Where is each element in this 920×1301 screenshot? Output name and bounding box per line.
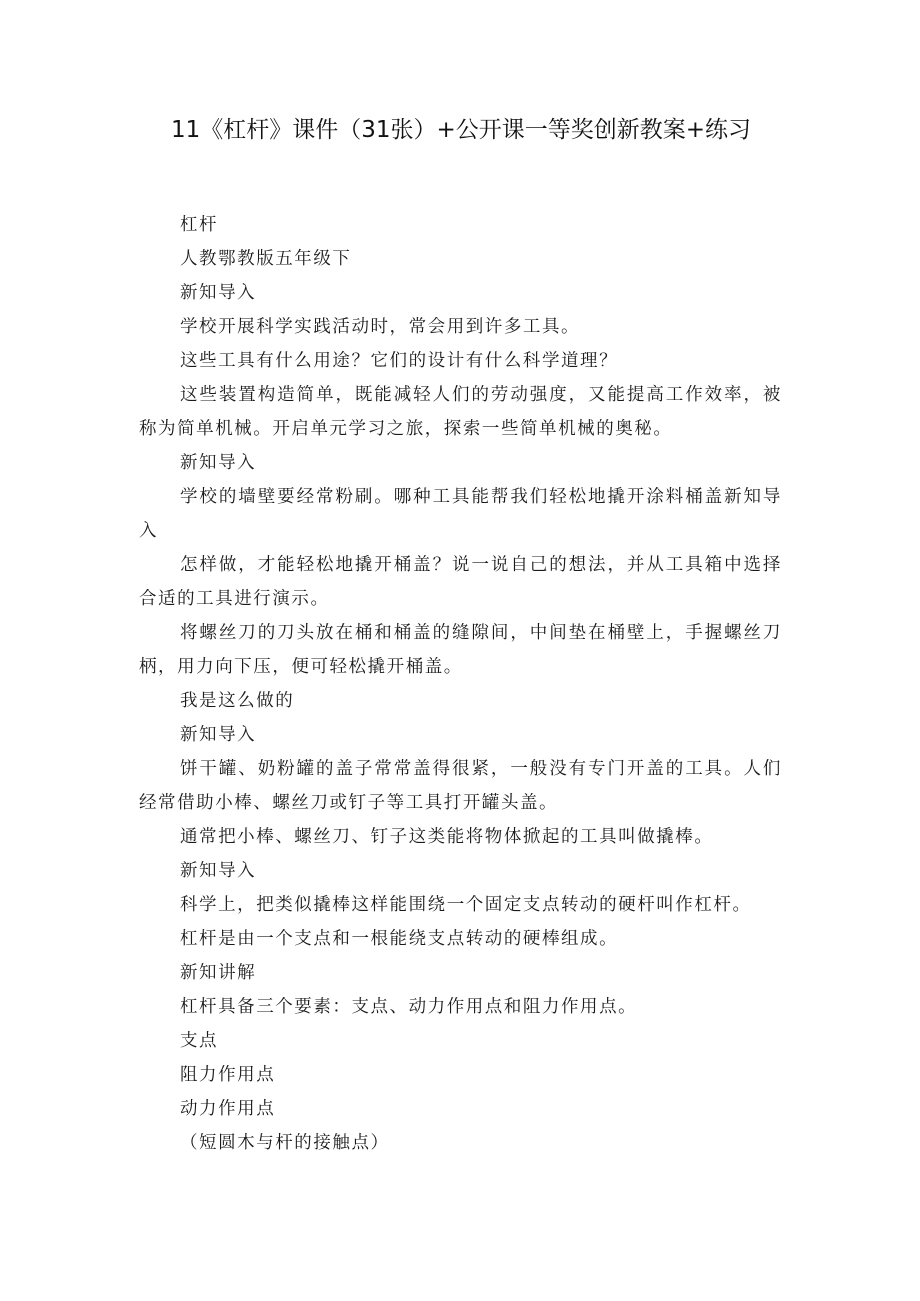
document-body xyxy=(139,208,782,1160)
paragraph: 学校开展科学实践活动时，常会用到许多工具。 xyxy=(180,317,581,337)
paragraph: （短圆木与杆的接触点） xyxy=(180,1133,390,1153)
paragraph: 杠杆具备三个要素：支点、动力作用点和阻力作用点。 xyxy=(180,997,638,1017)
paragraph: 这些工具有什么用途？它们的设计有什么科学道理？ xyxy=(180,351,619,371)
section-heading: 新知导入 xyxy=(180,283,257,303)
paragraph: 科学上，把类似撬棒这样能围绕一个固定支点转动的硬杆叫作杠杆。 xyxy=(180,895,752,915)
section-heading: 新知导入 xyxy=(180,861,257,881)
paragraph: 杠杆 xyxy=(180,215,219,235)
section-heading: 新知讲解 xyxy=(180,963,257,983)
paragraph: 通常把小棒、螺丝刀、钉子这类能将物体掀起的工具叫做撬棒。 xyxy=(180,827,714,847)
paragraph: 我是这么做的 xyxy=(180,691,295,711)
paragraph: 怎样做，才能轻松地撬开桶盖？说一说自己的想法，并从工具箱中选择合适的工具进行演示。 xyxy=(139,555,782,609)
paragraph: 阻力作用点 xyxy=(180,1065,276,1085)
document-title: 11《杠杆》课件（31张）+公开课一等奖创新教案+练习 xyxy=(170,117,752,143)
paragraph: 这些装置构造简单，既能减轻人们的劳动强度，又能提高工作效率，被称为简单机械。开启单元学习之旅，探索一些简单机械的奥秘。 xyxy=(139,385,782,439)
paragraph: 将螺丝刀的刀头放在桶和桶盖的缝隙间，中间垫在桶壁上，手握螺丝刀柄，用力向下压，便可轻松撬开桶盖。 xyxy=(139,623,782,677)
paragraph: 动力作用点 xyxy=(180,1099,276,1119)
paragraph: 学校的墙壁要经常粉刷。哪种工具能帮我们轻松地撬开涂料桶盖新知导入 xyxy=(139,487,782,541)
section-heading: 新知导入 xyxy=(180,725,257,745)
paragraph: 饼干罐、奶粉罐的盖子常常盖得很紧，一般没有专门开盖的工具。人们经常借助小棒、螺丝刀或钉子等工具打开罐头盖。 xyxy=(139,759,782,813)
paragraph: 人教鄂教版五年级下 xyxy=(180,249,352,269)
paragraph: 杠杆是由一个支点和一根能绕支点转动的硬棒组成。 xyxy=(180,929,619,949)
section-heading: 新知导入 xyxy=(180,453,257,473)
paragraph: 支点 xyxy=(180,1031,219,1051)
